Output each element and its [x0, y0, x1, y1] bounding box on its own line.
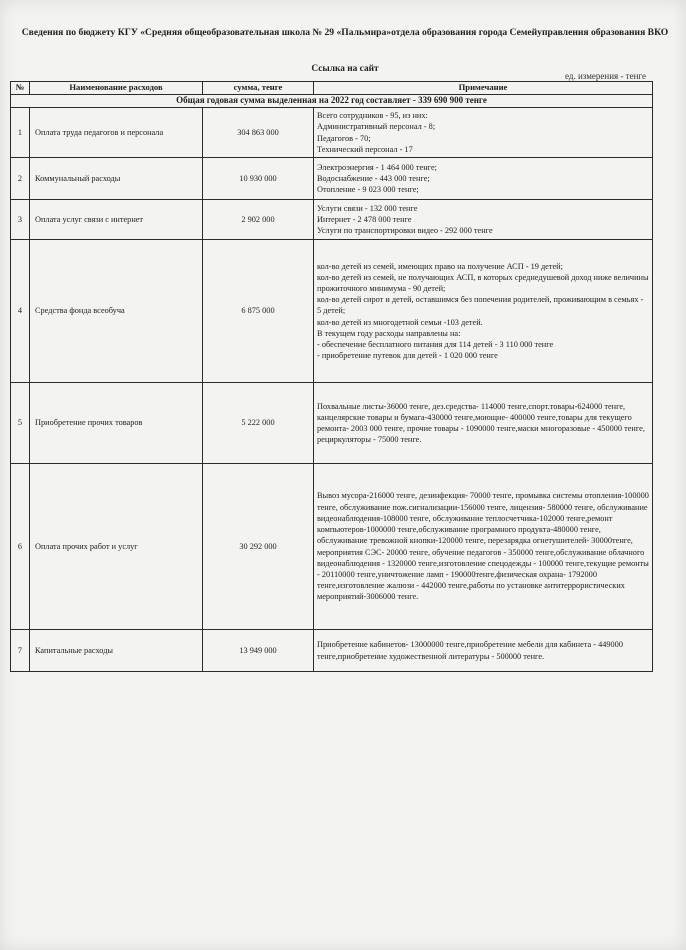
- note-line: Технический персонал - 17: [317, 144, 413, 154]
- note-line: В текущем году расходы направлены на:: [317, 328, 461, 338]
- note-line: Приобретение кабинетов- 13000000 тенге,приобретение мебели для кабинета - 449000 тенге,приобретение художественной литературы - 500000 тенге.: [317, 640, 623, 661]
- row-note: [314, 240, 653, 383]
- document-title: Сведения по бюджету КГУ «Средняя общеобразовательная школа № 29 «Пальмира»отдела образования города Семейуправления образования ВКО: [21, 27, 669, 38]
- budget-table: [10, 81, 653, 672]
- units-label: ед. измерения - тенге: [565, 71, 646, 81]
- row-num: 2: [11, 158, 30, 200]
- row-name: Приобретение прочих товаров: [30, 383, 203, 464]
- col-header-name: Наименование расходов: [30, 82, 203, 95]
- row-name: Оплата услуг связи с интернет: [30, 200, 203, 240]
- table-row: [11, 108, 653, 158]
- row-num: 5: [11, 383, 30, 464]
- table-row: [11, 240, 653, 383]
- row-name: Коммунальный расходы: [30, 158, 203, 200]
- note-line: Электроэнергия - 1 464 000 тенге;: [317, 162, 437, 172]
- row-sum: 30 292 000: [203, 464, 314, 630]
- row-note: [314, 464, 653, 630]
- note-line: Похвальные листы-36000 тенге, дез.средства- 114000 тенге,спорт.товары-624000 тенге, канцелярские товары и бумага-430000 тенге,моющие- 400000 тенге,товары для текущего ремонта- 2003 000 тенге, прочие товары - 1090000 тенге,маски многоразовые - 450000 тенге, рециркуляторы - 75000 тенге.: [317, 401, 645, 445]
- note-line: Водоснабжение - 443 000 тенге;: [317, 173, 430, 183]
- table-row: [11, 383, 653, 464]
- row-sum: 5 222 000: [203, 383, 314, 464]
- table-row: [11, 200, 653, 240]
- note-line: кол-во детей из многодетной семьи -103 детей.: [317, 317, 483, 327]
- table-row: [11, 464, 653, 630]
- row-sum: 304 863 000: [203, 108, 314, 158]
- row-sum: 2 902 000: [203, 200, 314, 240]
- row-num: 3: [11, 200, 30, 240]
- row-sum: 6 875 000: [203, 240, 314, 383]
- row-num: 7: [11, 630, 30, 672]
- note-line: Интернет - 2 478 000 тенге: [317, 214, 412, 224]
- row-name: Капитальные расходы: [30, 630, 203, 672]
- table-row: [11, 158, 653, 200]
- note-line: кол-во детей из семей, имеющих право на получение АСП - 19 детей;: [317, 261, 563, 271]
- row-num: 1: [11, 108, 30, 158]
- col-header-sum: сумма, тенге: [203, 82, 314, 95]
- row-sum: 10 930 000: [203, 158, 314, 200]
- row-note: [314, 158, 653, 200]
- row-sum: 13 949 000: [203, 630, 314, 672]
- total-line: Общая годовая сумма выделенная на 2022 год составляет - 339 690 900 тенге: [11, 95, 653, 108]
- note-line: - обеспечение бесплатного питания для 114 детей - 3 110 000 тенге: [317, 340, 554, 349]
- row-name: Оплата труда педагогов и персонала: [30, 108, 203, 158]
- col-header-note: Примечание: [314, 82, 653, 95]
- note-line: Услуги по транспортировки видео - 292 000 тенге: [317, 226, 493, 236]
- site-link-label: Ссылка на сайт: [311, 64, 379, 74]
- table-header-row: [11, 82, 653, 95]
- note-line: кол-во детей из семей, не получающих АСП, в которых среднедушевой доход ниже величины прожиточного минимума - 90 детей;: [317, 272, 649, 293]
- row-name: Средства фонда всеобуча: [30, 240, 203, 383]
- row-num: 4: [11, 240, 30, 383]
- note-line: Услуги связи - 132 000 тенге: [317, 203, 418, 213]
- note-line: Вывоз мусора-216000 тенге, дезинфекция- 70000 тенге, промывка системы отопления-100000 тенге, обслуживание пож.сигнализации-156000 тенге, лицензия- 580000 тенге, обслуживание видеонаблюдения-108000 тенге, обслуживание теплосчетчика-102000 тенге,ремонт компьютеров-1000000 тенге,обслуживание програмного продукта-480000 тенге, обслуживание тревожной кнопки-120000 тенге, перезарядка огнетушителей- 30000тенге, мероприятия СЭС- 20000 тенге, обучение педагогов - 350000 тенге,обслуживание облачного видеонаблюдения - 1320000 тенге,изготовление спецодежды - 100000 тенге,текущие ремонты - 20110000 тенге,уничтожение ламп - 190000тенге,физическая охрана- 1792000 тенге,изготовление жалюзи - 442000 тенге,работы по установке антитеррористических мероприятий-3006000 тенге.: [317, 491, 649, 602]
- note-line: Административный персонал - 8;: [317, 122, 436, 132]
- row-note: [314, 200, 653, 240]
- note-line: - приобретение путевок для детей - 1 020 000 тенге: [317, 351, 498, 361]
- note-line: Всего сотрудников - 95, из них:: [317, 111, 428, 121]
- note-line: Отопление - 9 023 000 тенге;: [317, 185, 419, 195]
- table-row: [11, 630, 653, 672]
- row-num: 6: [11, 464, 30, 630]
- row-note: [314, 630, 653, 672]
- row-note: [314, 108, 653, 158]
- note-line: кол-во детей сирот и детей, оставшимся без попечения родителей, проживающим в семьях - 5 детей;: [317, 295, 644, 316]
- row-note: [314, 383, 653, 464]
- row-name: Оплата прочих работ и услуг: [30, 464, 203, 630]
- total-row: [11, 95, 653, 108]
- note-line: Педагогов - 70;: [317, 133, 371, 143]
- col-header-num: №: [11, 82, 30, 95]
